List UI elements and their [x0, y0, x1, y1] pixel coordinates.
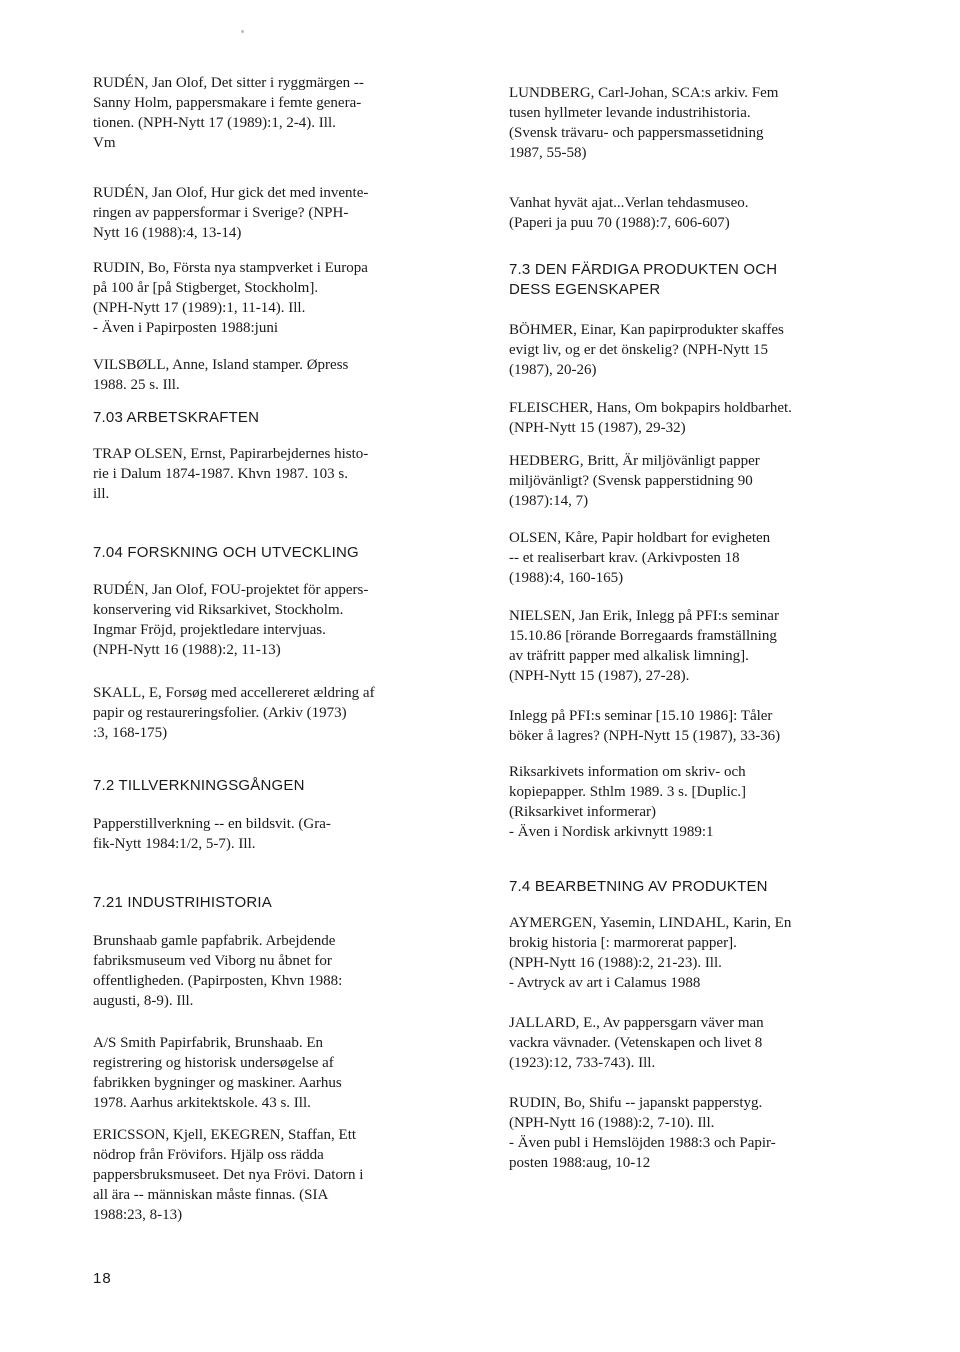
bibliography-entry: VILSBØLL, Anne, Island stamper. Øpress 1988. 25 s. Ill. [93, 357, 349, 393]
bibliography-entry: SKALL, E, Forsøg med accellereret ældring af papir og restaureringsfolier. (Arkiv (1973) :3, 168-175) [93, 685, 375, 741]
bibliography-entry: HEDBERG, Britt, Är miljövänligt papper miljövänligt? (Svensk papperstidning 90 (1987):14, 7) [509, 453, 760, 509]
section-heading: 7.2 TILLVERKNINGSGÅNGEN [93, 777, 305, 794]
bibliography-entry: ERICSSON, Kjell, EKEGREN, Staffan, Ett nödrop från Frövifors. Hjälp oss rädda pappersbruksmuseet. Det nya Frövi. Datorn i all ära -- människan måste finnas. (SIA 1988:23, 8-13) [93, 1127, 364, 1223]
bibliography-entry: Brunshaab gamle papfabrik. Arbejdende fabriksmuseum ved Viborg nu åbnet for offentligheden. (Papirposten, Khvn 1988: augusti, 8-9). Ill. [93, 933, 343, 1009]
bibliography-entry: FLEISCHER, Hans, Om bokpapirs holdbarhet. (NPH-Nytt 15 (1987), 29-32) [509, 400, 792, 436]
section-heading: 7.4 BEARBETNING AV PRODUKTEN [509, 878, 768, 895]
bibliography-entry: RUDÉN, Jan Olof, Hur gick det med invente- ringen av pappersformar i Sverige? (NPH- Nytt 16 (1988):4, 13-14) [93, 185, 369, 241]
bibliography-entry: LUNDBERG, Carl-Johan, SCA:s arkiv. Fem tusen hyllmeter levande industrihistoria. (Svensk trävaru- och pappersmassetidning 1987, 55-58) [509, 85, 779, 161]
bibliography-entry: NIELSEN, Jan Erik, Inlegg på PFI:s seminar 15.10.86 [rörande Borregaards framställning av träfritt papper med alkalisk limning]. (NPH-Nytt 15 (1987), 27-28). [509, 608, 779, 684]
bibliography-entry: OLSEN, Kåre, Papir holdbart for evigheten -- et realiserbart krav. (Arkivposten 18 (1988):4, 160-165) [509, 530, 771, 586]
bibliography-entry: A/S Smith Papirfabrik, Brunshaab. En registrering og historisk undersøgelse af fabrikken bygninger og maskiner. Aarhus 1978. Aarhus arkitektskole. 43 s. Ill. [93, 1035, 342, 1111]
bibliography-entry: Vanhat hyvät ajat...Verlan tehdasmuseo. (Paperi ja puu 70 (1988):7, 606-607) [509, 195, 749, 231]
bibliography-entry: AYMERGEN, Yasemin, LINDAHL, Karin, En brokig historia [: marmorerat papper]. (NPH-Nytt 16 (1988):2, 21-23). Ill. - Avtryck av art i Calamus 1988 [509, 915, 792, 991]
section-heading: 7.03 ARBETSKRAFTEN [93, 409, 260, 426]
bibliography-entry: RUDÉN, Jan Olof, FOU-projektet för appers- konservering vid Riksarkivet, Stockholm. Ingmar Fröjd, projektledare intervjuas. (NPH-Nytt 16 (1988):2, 11-13) [93, 582, 369, 658]
scan-speck [241, 30, 244, 33]
bibliography-entry: BÖHMER, Einar, Kan papirprodukter skaffes evigt liv, og er det önskelig? (NPH-Nytt 15 (1987), 20-26) [509, 322, 784, 378]
bibliography-entry: RUDIN, Bo, Första nya stampverket i Europa på 100 år [på Stigberget, Stockholm]. (NPH-Nytt 17 (1989):1, 11-14). Ill. - Även i Papirposten 1988:juni [93, 260, 368, 336]
bibliography-entry: Papperstillverkning -- en bildsvit. (Gra- fik-Nytt 1984:1/2, 5-7). Ill. [93, 816, 331, 852]
bibliography-entry: TRAP OLSEN, Ernst, Papirarbejdernes histo- rie i Dalum 1874-1987. Khvn 1987. 103 s. ill. [93, 446, 369, 502]
bibliography-entry: RUDÉN, Jan Olof, Det sitter i ryggmärgen -- Sanny Holm, pappersmakare i femte genera- tionen. (NPH-Nytt 17 (1989):1, 2-4). Ill. Vm [93, 75, 364, 151]
bibliography-entry: JALLARD, E., Av pappersgarn väver man vackra vävnader. (Vetenskapen och livet 8 (1923):12, 733-743). Ill. [509, 1015, 764, 1071]
bibliography-entry: Inlegg på PFI:s seminar [15.10 1986]: Tåler böker å lagres? (NPH-Nytt 15 (1987), 33-36) [509, 708, 781, 744]
bibliography-entry: Riksarkivets information om skriv- och kopiepapper. Sthlm 1989. 3 s. [Duplic.] (Riksarkivet informerar) - Även i Nordisk arkivnytt 1989:1 [509, 764, 747, 840]
bibliography-entry: RUDIN, Bo, Shifu -- japanskt papperstyg. (NPH-Nytt 16 (1988):2, 7-10). Ill. - Även publ i Hemslöjden 1988:3 och Papir- posten 1988:aug, 10-12 [509, 1095, 776, 1171]
section-heading: 7.04 FORSKNING OCH UTVECKLING [93, 544, 359, 561]
section-heading: 7.21 INDUSTRIHISTORIA [93, 894, 272, 911]
page-number: 18 [93, 1270, 112, 1287]
section-heading: 7.3 DEN FÄRDIGA PRODUKTEN OCH DESS EGENSKAPER [509, 261, 778, 298]
